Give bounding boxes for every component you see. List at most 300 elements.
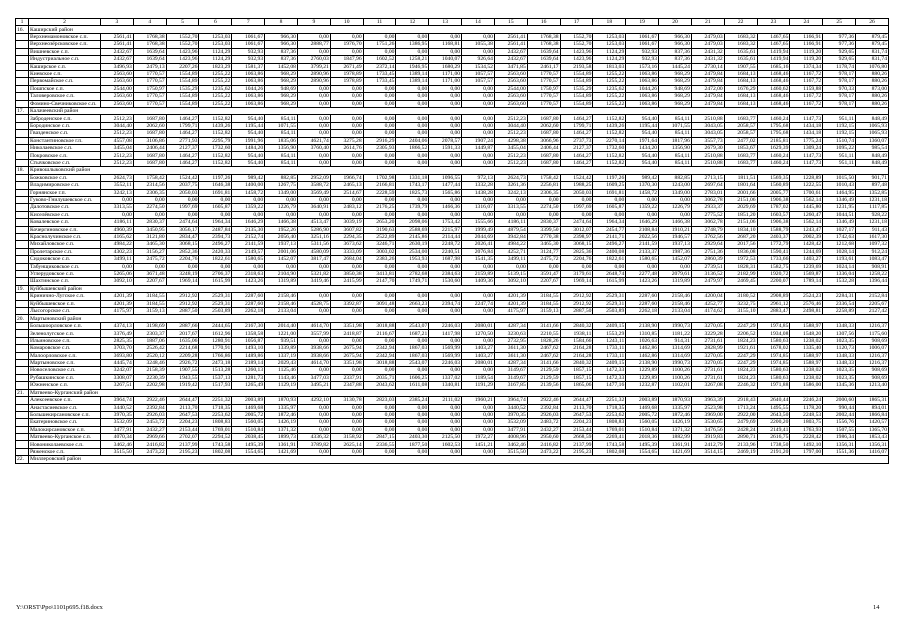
value-cell: 1244,69 <box>790 248 823 255</box>
value-cell: 2274,50 <box>527 204 560 211</box>
value-cell: 1339,89 <box>265 345 298 352</box>
region-row <box>16 26 889 34</box>
value-cell: 2337,91 <box>330 374 363 381</box>
value-cell: 2563,60 <box>101 70 134 77</box>
value-cell: 2035,71 <box>363 374 396 381</box>
value-cell: 985,54 <box>856 145 889 152</box>
value-cell: 1803,75 <box>790 419 823 426</box>
value-cell: 2038,45 <box>232 434 265 441</box>
settlement-row <box>16 137 889 144</box>
value-cell: 0,00 <box>560 263 593 270</box>
value-cell: 1552,70 <box>166 41 199 48</box>
value-cell: 1386,95 <box>396 41 429 48</box>
value-cell: 5265,06 <box>101 270 134 277</box>
value-cell: 1713,24 <box>724 404 757 411</box>
region-name: Матвеево-Курганский район <box>29 389 889 397</box>
value-cell: 0,00 <box>429 308 462 315</box>
value-cell: 1216,37 <box>856 352 889 359</box>
value-cell: 1460,62 <box>757 85 790 92</box>
value-cell: 2253,62 <box>593 411 626 418</box>
value-cell: 1129,19 <box>265 382 298 389</box>
value-cell: 0,00 <box>429 85 462 92</box>
value-cell: 0,00 <box>232 263 265 270</box>
settlement-row <box>16 382 889 389</box>
value-cell: 4287,34 <box>494 323 527 330</box>
value-cell: 2403,30 <box>396 434 429 441</box>
value-cell: 1609,25 <box>593 182 626 189</box>
value-cell: 3141,66 <box>527 359 560 366</box>
value-cell: 0,00 <box>297 130 330 137</box>
value-cell: 2005,72 <box>626 411 659 418</box>
value-cell: 2158,46 <box>659 293 692 300</box>
value-cell: 0,00 <box>330 404 363 411</box>
value-cell: 1423,26 <box>626 278 659 285</box>
value-cell: 1635,61 <box>724 48 757 55</box>
value-cell: 0,00 <box>593 263 626 270</box>
settlement-row <box>16 63 889 70</box>
value-cell: 1015,50 <box>823 174 856 181</box>
row-number-cell <box>16 70 29 77</box>
value-cell: 1683,77 <box>724 152 757 159</box>
value-cell: 2782,68 <box>396 270 429 277</box>
value-cell: 0,00 <box>462 33 495 40</box>
value-cell: 2147,70 <box>363 278 396 285</box>
value-cell: 1374,34 <box>790 63 823 70</box>
value-cell: 2512,23 <box>101 130 134 137</box>
value-cell: 1750,97 <box>133 85 166 92</box>
settlement-name: Сидоковское с.п. <box>29 256 101 263</box>
value-cell: 1349,00 <box>265 189 298 196</box>
value-cell: 3557,99 <box>297 330 330 337</box>
value-cell: 1213,40 <box>856 382 889 389</box>
value-cell: 0,00 <box>429 48 462 55</box>
value-cell: 2467,62 <box>527 345 560 352</box>
region-name: Миллеровский район <box>29 456 889 464</box>
value-cell: 1817,96 <box>659 137 692 144</box>
value-cell: 2496,27 <box>593 241 626 248</box>
value-cell: 1580,63 <box>757 374 790 381</box>
value-cell: 0,00 <box>396 152 429 159</box>
value-cell: 0,00 <box>462 308 495 315</box>
value-cell: 2418,87 <box>330 330 363 337</box>
value-cell: 0,00 <box>429 93 462 100</box>
value-cell: 1423,96 <box>560 48 593 55</box>
value-cell: 978,17 <box>823 70 856 77</box>
header-cell: 20 <box>659 19 692 26</box>
value-cell: 0,00 <box>396 211 429 218</box>
value-cell: 1738,50 <box>757 441 790 448</box>
value-cell: 1749,71 <box>396 278 429 285</box>
settlement-name: Ряженское с.п. <box>29 448 101 455</box>
value-cell: 970,33 <box>823 85 856 92</box>
value-cell: 2510,88 <box>691 152 724 159</box>
value-cell: 3270,05 <box>691 352 724 359</box>
value-cell: 854,11 <box>265 152 298 159</box>
value-cell: 2671,49 <box>330 63 363 70</box>
value-cell: 3248,46 <box>133 359 166 366</box>
value-cell: 2748,79 <box>691 226 724 233</box>
value-cell: 2029,43 <box>265 359 298 366</box>
value-cell: 0,00 <box>101 263 134 270</box>
settlement-name: Фомино-Свечниковское с.п. <box>29 100 101 107</box>
value-cell: 1937,13 <box>265 241 298 248</box>
value-cell: 2432,67 <box>494 48 527 55</box>
value-cell: 1825,73 <box>396 189 429 196</box>
value-cell: 1687,80 <box>133 115 166 122</box>
settlement-row <box>16 270 889 277</box>
value-cell: 3938,66 <box>297 352 330 359</box>
value-cell: 1152,82 <box>593 115 626 122</box>
value-cell: 2487,84 <box>199 226 232 233</box>
value-cell: 3062,78 <box>691 219 724 226</box>
region-name: Каширский район <box>29 26 889 34</box>
value-cell: 2347,88 <box>330 382 363 389</box>
region-name: Кривошлыковский район <box>29 167 889 175</box>
value-cell: 2737,73 <box>560 137 593 144</box>
value-cell: 2523,98 <box>691 404 724 411</box>
value-cell: 1770,57 <box>133 78 166 85</box>
row-number-cell <box>16 204 29 211</box>
value-cell: 1426,19 <box>659 419 692 426</box>
value-cell: 3762,56 <box>691 233 724 240</box>
settlement-row <box>16 278 889 285</box>
value-cell: 1775,24 <box>790 137 823 144</box>
value-cell: 2248,72 <box>429 241 462 248</box>
value-cell: 3198,69 <box>133 323 166 330</box>
row-number-cell <box>16 211 29 218</box>
value-cell: 2415,99 <box>330 278 363 285</box>
value-cell: 1423,96 <box>560 56 593 63</box>
value-cell: 2409,15 <box>593 359 626 366</box>
value-cell: 2473,18 <box>199 359 232 366</box>
settlement-row <box>16 174 889 181</box>
value-cell: 1175,60 <box>856 330 889 337</box>
value-cell: 2284,31 <box>823 293 856 300</box>
value-cell: 1464,27 <box>166 152 199 159</box>
value-cell: 2477,02 <box>724 137 757 144</box>
value-cell: 1554,65 <box>626 448 659 455</box>
value-cell: 2475,72 <box>133 256 166 263</box>
value-cell: 1743,58 <box>593 441 626 448</box>
value-cell: 1920,72 <box>757 270 790 277</box>
value-cell: 0,00 <box>232 211 265 218</box>
value-cell: 1683,77 <box>724 115 757 122</box>
value-cell: 1360,07 <box>856 137 889 144</box>
value-cell: 1319,89 <box>265 278 298 285</box>
value-cell: 0,00 <box>429 419 462 426</box>
value-cell: 848,49 <box>856 115 889 122</box>
value-cell: 1335,97 <box>265 404 298 411</box>
region-name: Калачеевский район <box>29 107 889 115</box>
value-cell: 4287,34 <box>494 359 527 366</box>
value-cell: 1562,14 <box>790 219 823 226</box>
value-cell: 2005,72 <box>232 411 265 418</box>
value-cell: 1097,32 <box>856 241 889 248</box>
value-cell: 0,00 <box>330 48 363 55</box>
value-cell: 3308,07 <box>101 374 134 381</box>
value-cell: 929,65 <box>823 56 856 63</box>
value-cell: 948,69 <box>659 85 692 92</box>
value-cell: 1423,96 <box>166 48 199 55</box>
value-cell: 2922,46 <box>133 397 166 404</box>
value-cell: 2916,29 <box>363 137 396 144</box>
value-cell: 0,00 <box>297 122 330 129</box>
value-cell: 1349,00 <box>659 189 692 196</box>
value-cell: 1464,27 <box>166 130 199 137</box>
value-cell: 1255,22 <box>593 78 626 85</box>
value-cell: 1770,57 <box>527 78 560 85</box>
value-cell: 2116,67 <box>363 330 396 337</box>
value-cell: 1216,37 <box>856 359 889 366</box>
value-cell: 1265,49 <box>232 382 265 389</box>
value-cell: 1147,73 <box>790 152 823 159</box>
value-cell: 1851,20 <box>724 211 757 218</box>
value-cell: 901,71 <box>856 174 889 181</box>
value-cell: 1466,38 <box>659 219 692 226</box>
value-cell: 1847,96 <box>330 56 363 63</box>
value-cell: 2133,96 <box>724 441 757 448</box>
header-cell: 13 <box>429 19 462 26</box>
region-number: 19. <box>16 285 29 293</box>
value-cell: 1758,42 <box>527 174 560 181</box>
value-cell: 2001,06 <box>265 248 298 255</box>
value-cell: 2663,23 <box>396 300 429 307</box>
value-cell: 0,00 <box>297 293 330 300</box>
value-cell: 3399,50 <box>527 226 560 233</box>
value-cell: 1768,38 <box>133 41 166 48</box>
value-cell: 0,00 <box>363 367 396 374</box>
value-cell: 2887,50 <box>560 308 593 315</box>
row-number-cell <box>16 330 29 337</box>
value-cell: 2251,32 <box>593 397 626 404</box>
value-cell: 4201,39 <box>494 293 527 300</box>
value-cell: 2840,32 <box>560 323 593 330</box>
settlement-name: Зеленолугское с.п. <box>29 330 101 337</box>
value-cell: 1865,06 <box>560 382 593 389</box>
value-cell: 1167,72 <box>790 100 823 107</box>
region-row <box>16 285 889 293</box>
value-cell: 1685,16 <box>757 63 790 70</box>
value-cell: 3229,28 <box>691 330 724 337</box>
value-cell: 0,00 <box>396 367 429 374</box>
value-cell: 1255,22 <box>199 93 232 100</box>
settlement-row <box>16 248 889 255</box>
value-cell: 4336,32 <box>297 434 330 441</box>
value-cell: 968,29 <box>659 93 692 100</box>
value-cell: 1152,82 <box>199 115 232 122</box>
value-cell: 0,00 <box>363 152 396 159</box>
value-cell: 2432,67 <box>494 56 527 63</box>
value-cell: 4445,74 <box>101 359 134 366</box>
value-cell: 2166,81 <box>363 182 396 189</box>
value-cell: 1969,14 <box>166 278 199 285</box>
value-cell: 3179,61 <box>560 270 593 277</box>
value-cell: 1352,85 <box>856 189 889 196</box>
header-cell: 23 <box>757 19 790 26</box>
value-cell: 0,00 <box>363 337 396 344</box>
value-cell: 2167,30 <box>232 323 265 330</box>
value-cell: 1192,15 <box>823 122 856 129</box>
value-cell: 1952,26 <box>265 226 298 233</box>
row-number-cell <box>16 323 29 330</box>
value-cell: 1822,61 <box>593 256 626 263</box>
value-cell: 1560,89 <box>757 182 790 189</box>
value-cell: 4165,62 <box>101 233 134 240</box>
value-cell: 1639,64 <box>527 48 560 55</box>
value-cell: 914,31 <box>659 337 692 344</box>
value-cell: 2563,60 <box>494 100 527 107</box>
value-cell: 3248,19 <box>166 270 199 277</box>
value-cell: 0,00 <box>462 411 495 418</box>
value-cell: 0,00 <box>494 196 527 203</box>
value-cell: 990,44 <box>823 404 856 411</box>
value-cell: 4174,62 <box>691 308 724 315</box>
value-cell: 1795,68 <box>757 130 790 137</box>
value-cell: 2828,99 <box>691 345 724 352</box>
value-cell: 1974,85 <box>757 352 790 359</box>
value-cell: 0,00 <box>133 196 166 203</box>
settlement-name: Новониколаевское с.п. <box>29 441 101 448</box>
value-cell: 2887,50 <box>166 308 199 315</box>
value-cell: 2625,14 <box>330 441 363 448</box>
value-cell: 0,00 <box>199 196 232 203</box>
value-cell: 2248,53 <box>790 411 823 418</box>
value-cell: 1853,43 <box>856 434 889 441</box>
value-cell: 1612,96 <box>199 330 232 337</box>
value-cell: 1255,22 <box>593 100 626 107</box>
value-cell: 2522,89 <box>363 233 396 240</box>
settlement-name: Большоорловское с.п. <box>29 323 101 330</box>
value-cell: 1253,03 <box>593 41 626 48</box>
value-cell: 1143,46 <box>265 374 298 381</box>
value-cell: 2176,25 <box>363 204 396 211</box>
value-cell: 3607,82 <box>330 226 363 233</box>
value-cell: 0,00 <box>593 196 626 203</box>
value-cell: 1938,11 <box>560 330 593 337</box>
value-cell: 0,00 <box>396 115 429 122</box>
value-cell: 3591,47 <box>527 270 560 277</box>
value-cell: 1464,27 <box>560 159 593 166</box>
value-cell: 1605,87 <box>593 204 626 211</box>
value-cell: 2246,03 <box>429 323 462 330</box>
value-cell: 1152,82 <box>199 159 232 166</box>
value-cell: 2392,84 <box>133 404 166 411</box>
value-cell: 879,45 <box>856 41 889 48</box>
value-cell: 1554,89 <box>166 93 199 100</box>
row-number-cell <box>16 256 29 263</box>
row-number-cell <box>16 359 29 366</box>
value-cell: 2037,75 <box>166 182 199 189</box>
value-cell: 2246,24 <box>790 397 823 404</box>
row-number-cell <box>16 337 29 344</box>
value-cell: 1458,72 <box>626 189 659 196</box>
value-cell: 2251,32 <box>199 397 232 404</box>
value-cell: 0,00 <box>297 48 330 55</box>
value-cell: 1255,22 <box>199 70 232 77</box>
value-cell: 1057,57 <box>462 78 495 85</box>
value-cell: 1646,38 <box>199 182 232 189</box>
value-cell: 1580,65 <box>232 256 265 263</box>
value-cell: 2887,66 <box>166 323 199 330</box>
value-cell: 3230,63 <box>494 330 527 337</box>
settlement-name: Ильиновское с.п. <box>29 337 101 344</box>
value-cell: 2127,37 <box>166 145 199 152</box>
value-cell: 2206,52 <box>724 330 757 337</box>
value-cell: 2783,01 <box>691 189 724 196</box>
value-cell: 1588,79 <box>757 226 790 233</box>
value-cell: 1822,61 <box>199 256 232 263</box>
row-number-cell <box>16 352 29 359</box>
value-cell: 932,93 <box>232 56 265 63</box>
value-cell: 3018,88 <box>363 359 396 366</box>
value-cell: 1530,60 <box>429 278 462 285</box>
value-cell: 968,29 <box>265 78 298 85</box>
value-cell: 2469,19 <box>724 448 757 455</box>
row-number-cell <box>16 122 29 129</box>
value-cell: 1258,22 <box>856 270 889 277</box>
settlement-row <box>16 397 889 404</box>
value-cell: 1684,13 <box>724 93 757 100</box>
value-cell: 2185,81 <box>757 137 790 144</box>
value-cell: 0,00 <box>462 196 495 203</box>
value-cell: 1439,26 <box>593 122 626 129</box>
value-cell: 854,11 <box>265 115 298 122</box>
value-cell: 2005,77 <box>757 189 790 196</box>
value-cell: 1877,50 <box>396 441 429 448</box>
value-cell: 1361,91 <box>659 441 692 448</box>
row-number-cell <box>16 189 29 196</box>
value-cell: 2679,30 <box>691 145 724 152</box>
value-cell: 1235,62 <box>199 85 232 92</box>
value-cell: 0,00 <box>462 48 495 55</box>
value-cell: 0,00 <box>462 263 495 270</box>
value-cell: 1371,32 <box>659 426 692 433</box>
value-cell: 4302,23 <box>101 248 134 255</box>
value-cell: 1588,97 <box>790 323 823 330</box>
row-number-cell <box>16 382 29 389</box>
value-cell: 3068,15 <box>166 241 199 248</box>
value-cell: 2561,41 <box>101 33 134 40</box>
value-cell: 0,00 <box>330 211 363 218</box>
value-cell: 3159,13 <box>133 308 166 315</box>
header-row <box>16 19 889 26</box>
value-cell: 0,00 <box>330 337 363 344</box>
value-cell: 0,00 <box>527 196 560 203</box>
value-cell: 837,36 <box>265 48 298 55</box>
value-cell: 1857,15 <box>560 367 593 374</box>
value-cell: 3760,40 <box>297 145 330 152</box>
region-row <box>16 167 889 175</box>
value-cell: 0,00 <box>363 211 396 218</box>
value-cell: 848,49 <box>856 152 889 159</box>
value-cell: 1732,60 <box>199 145 232 152</box>
header-cell: 1 <box>16 19 29 26</box>
value-cell: 3964,74 <box>494 397 527 404</box>
value-cell: 1063,86 <box>626 70 659 77</box>
row-number-cell <box>16 33 29 40</box>
value-cell: 2432,67 <box>101 56 134 63</box>
value-cell: 932,93 <box>626 56 659 63</box>
value-cell: 1452,07 <box>659 256 692 263</box>
value-cell: 3413,81 <box>363 270 396 277</box>
value-cell: 1253,03 <box>593 33 626 40</box>
value-cell: 0,00 <box>297 448 330 455</box>
value-cell: 2152,74 <box>232 233 265 240</box>
value-cell: 908,91 <box>856 263 889 270</box>
value-cell: 1452,08 <box>265 63 298 70</box>
settlement-row <box>16 70 889 77</box>
value-cell: 1063,86 <box>626 100 659 107</box>
